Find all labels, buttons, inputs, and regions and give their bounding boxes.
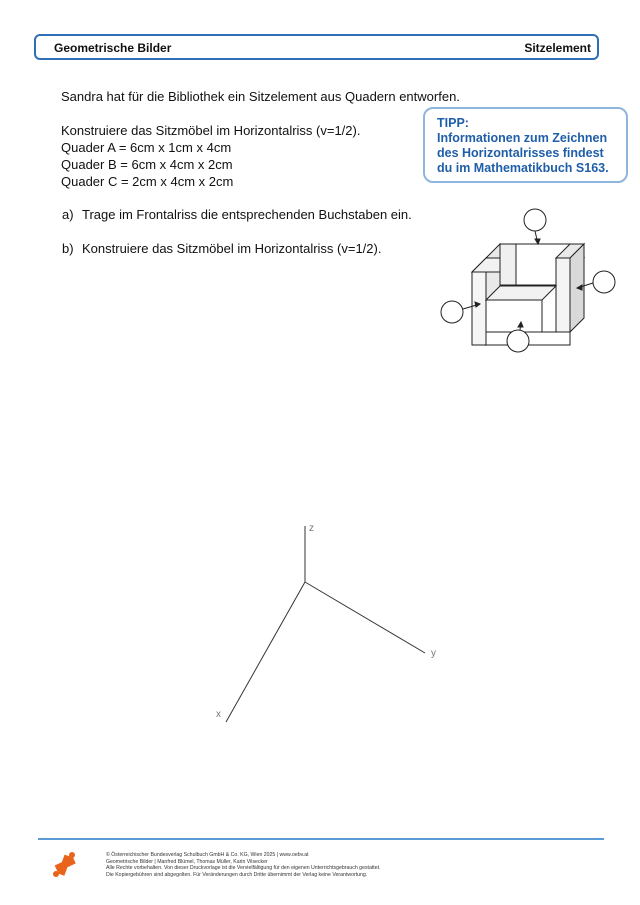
footer-divider xyxy=(38,838,604,840)
footer-line: Die Kopiergebühren sind abgegolten. Für Veränderungen durch Dritte übernimmt der Verlag keine Verantwortung. xyxy=(106,871,368,878)
footer-line: Geometrische Bilder | Manfred Blümel, Thomas Müller, Karin Vilsecker xyxy=(106,858,268,865)
y-axis-label: y xyxy=(431,648,436,659)
footer-line: © Österreichischer Bundesverlag Schulbuch GmbH & Co. KG, Wien 2025 | www.oebv.at xyxy=(106,852,309,858)
publisher-logo xyxy=(53,852,76,877)
header-topic: Sitzelement xyxy=(524,41,591,55)
x-axis-label: x xyxy=(216,709,221,720)
tip-line: des Horizontalrisses findest xyxy=(437,146,604,160)
header-title: Geometrische Bilder xyxy=(54,41,172,55)
y-axis xyxy=(305,582,425,653)
quader-c: Quader C = 2cm x 4cm x 2cm xyxy=(61,174,234,189)
axis-cross xyxy=(226,526,425,722)
tip-line: du im Mathematikbuch S163. xyxy=(437,161,609,175)
quader-a: Quader A = 6cm x 1cm x 4cm xyxy=(61,140,232,155)
tip-title: TIPP: xyxy=(437,116,469,130)
task-text: Konstruiere das Sitzmöbel im Horizontalriss (v=1/2). xyxy=(61,123,361,138)
tip-line: Informationen zum Zeichnen xyxy=(437,131,608,145)
footer-line: Alle Rechte vorbehalten. Von dieser Druckvorlage ist die Vervielfältigung für den eigenen Unterrichtsgebrauch gestattet. xyxy=(106,865,381,872)
task-b-label: b) xyxy=(62,241,74,256)
task-a-label: a) xyxy=(62,207,74,222)
quader-b: Quader B = 6cm x 4cm x 2cm xyxy=(61,157,233,172)
z-axis-label: z xyxy=(309,523,314,534)
armchair-illustration xyxy=(472,244,584,345)
task-a-text: Trage im Frontalriss die entsprechenden Buchstaben ein. xyxy=(82,207,412,222)
intro-text: Sandra hat für die Bibliothek ein Sitzelement aus Quadern entworfen. xyxy=(61,89,460,104)
x-axis xyxy=(226,582,305,722)
task-b-text: Konstruiere das Sitzmöbel im Horizontalriss (v=1/2). xyxy=(82,241,382,256)
footer-text xyxy=(106,852,381,878)
